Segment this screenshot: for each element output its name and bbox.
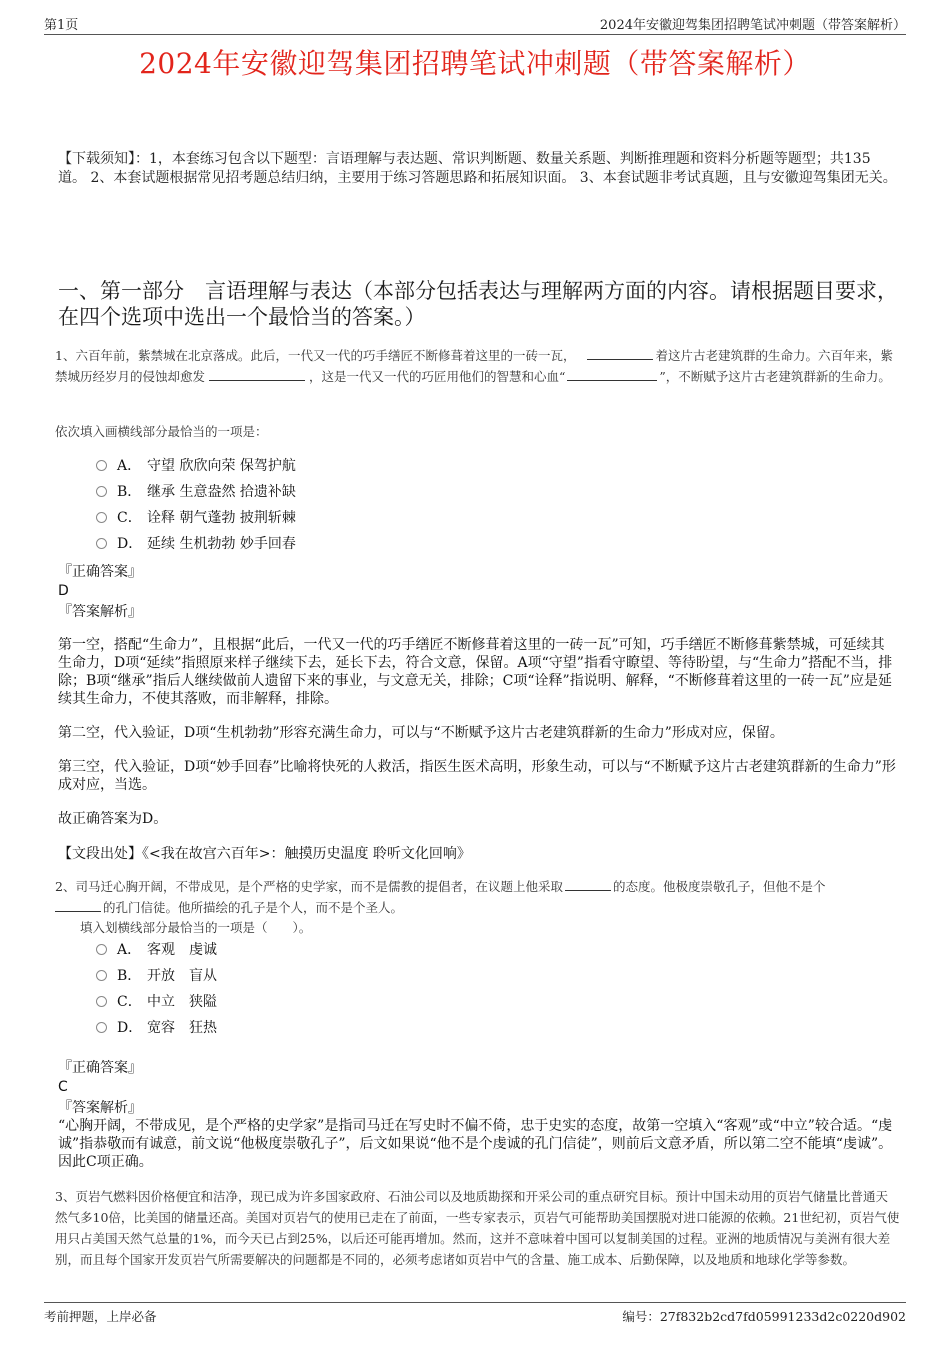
fill-blank bbox=[209, 368, 305, 381]
q2-correct-answer: C bbox=[58, 1079, 68, 1095]
q1-correct-label: 『正确答案』 bbox=[58, 564, 142, 580]
q1-option-b[interactable]: B． 继承 生意盎然 拾遗补缺 bbox=[96, 482, 296, 502]
radio-icon[interactable] bbox=[96, 970, 107, 981]
q1-analysis-3: 第三空，代入验证，D项“妙手回春”比喻将快死的人救活，指医生医术高明，形象生动，可以与“不断赋予这片古老建筑群新的生命力”形成对应，当选。 bbox=[58, 759, 896, 793]
page-title: 2024年安徽迎驾集团招聘笔试冲刺题（带答案解析） bbox=[139, 47, 811, 80]
header-doc-title: 2024年安徽迎驾集团招聘笔试冲刺题（带答案解析） bbox=[599, 18, 906, 33]
question-3-text: 3、页岩气燃料因价格便宜和洁净，现已成为许多国家政府、石油公司以及地质勘探和开采公司的重点研究目标。预计中国未动用的页岩气储量比普通天然气多10倍，比美国的储量还高。美国对页岩气的使用已走在了前面，一些专家表示，页岩气可能帮助美国摆脱对进口能源的依赖。21世纪初，页岩气使用只占美国天然气总量的1%，而今天已占到25%，以后还可能再增加。然而，这并不意味着中国可以复制美国的过程。亚洲的地质情况与美洲有很大差别，而且每个国家开发页岩气所需要解决的问题都是不同的，必须考虑诸如页岩中气的含量、施工成本、后勤保障，以及地质和地球化学等参数。 bbox=[55, 1189, 900, 1267]
q2-analysis-label: 『答案解析』 bbox=[58, 1100, 142, 1116]
fill-blank bbox=[587, 347, 653, 360]
radio-icon[interactable] bbox=[96, 944, 107, 955]
question-2-text: 2、司马迁心胸开阔，不带成见，是个严格的史学家，而不是儒教的提倡者，在议题上他采取 的态度。他极度崇敬孔子，但他不是个 的孔门信徒。他所描绘的孔子是个人，而不是个圣人。 bbox=[55, 879, 826, 915]
q2-option-b[interactable]: B． 开放 盲从 bbox=[96, 966, 217, 986]
q2-option-a[interactable]: A． 客观 虔诚 bbox=[96, 940, 217, 960]
page-header bbox=[44, 14, 906, 35]
download-notice: 【下载须知】：1，本套练习包含以下题型：言语理解与表达题、常识判断题、数量关系题、判断推理题和资料分析题等题型；共135道。 2、本套试题根据常见招考题总结归纳，主要用于练习答题思路和拓展知识面。 3、本套试题非考试真题，且与安徽迎驾集团无关。 bbox=[58, 151, 897, 186]
page-footer bbox=[44, 1302, 906, 1327]
q1-option-c[interactable]: C． 诠释 朝气蓬勃 披荆斩棘 bbox=[96, 508, 296, 528]
radio-icon[interactable] bbox=[96, 486, 107, 497]
q1-analysis-2: 第二空，代入验证，D项“生机勃勃”形容充满生命力，可以与“不断赋予这片古老建筑群新的生命力”形成对应，保留。 bbox=[58, 725, 784, 741]
q1-option-a[interactable]: A． 守望 欣欣向荣 保驾护航 bbox=[96, 456, 296, 476]
footer-slogan: 考前押题，上岸必备 bbox=[44, 1309, 157, 1324]
q1-analysis-1: 第一空，搭配“生命力”，且根据“此后，一代又一代的巧手缮匠不断修葺着这里的一砖一瓦”可知，巧手缮匠不断修葺紫禁城，可延续其生命力，D项“延续”指照原来样子继续下去，延长下去，符合文意，保留。A项“守望”指看守瞭望、等待盼望，与“生命力”搭配不当，排除；B项“继承”指后人继续做前人遗留下来的事业，与文意无关，排除；C项“诠释”指说明、解释，“不断修葺着这里的一砖一瓦”应是延续其生命力，不使其落败，而非解释，排除。 bbox=[58, 637, 893, 707]
q2-analysis: “心胸开阔，不带成见，是个严格的史学家”是指司马迁在写史时不偏不倚，忠于史实的态度，故第一空填入“客观”或“中立”较合适。“虔诚”指恭敬而有诚意，前文说“他极度崇敬孔子”，后文如果说“他不是个虔诚的孔门信徒”，则前后文意矛盾，所以第二空不能填“虔诚”。因此C项正确。 bbox=[58, 1118, 893, 1170]
fill-blank bbox=[567, 368, 657, 381]
q2-correct-label: 『正确答案』 bbox=[58, 1060, 142, 1076]
question-1-text: 1、六百年前，紫禁城在北京落成。此后，一代又一代的巧手缮匠不断修葺着这里的一砖一瓦， 着这片古老建筑群的生命力。六百年来，紫禁城历经岁月的侵蚀却愈发 ，这是一代又一代的巧匠用他们的智慧和心血“ ”，不断赋予这片古老建筑群新的生命力。 bbox=[55, 348, 893, 384]
q1-correct-answer: D bbox=[58, 583, 69, 599]
question-1-instruction: 依次填入画横线部分最恰当的一项是： bbox=[55, 424, 268, 439]
radio-icon[interactable] bbox=[96, 1022, 107, 1033]
radio-icon[interactable] bbox=[96, 460, 107, 471]
footer-doc-id: 编号：27f832b2cd7fd05991233d2c0220d902 bbox=[622, 1309, 906, 1324]
q2-option-d[interactable]: D． 宽容 狂热 bbox=[96, 1018, 217, 1038]
q1-analysis-label: 『答案解析』 bbox=[58, 604, 142, 620]
q2-option-c[interactable]: C． 中立 狭隘 bbox=[96, 992, 217, 1012]
q1-conclusion: 故正确答案为D。 bbox=[58, 811, 168, 827]
radio-icon[interactable] bbox=[96, 996, 107, 1007]
radio-icon[interactable] bbox=[96, 538, 107, 549]
radio-icon[interactable] bbox=[96, 512, 107, 523]
question-2-instruction: 填入划横线部分最恰当的一项是（ ）。 bbox=[80, 920, 312, 935]
q1-source: 【文段出处】《<我在故宫六百年>：触摸历史温度 聆听文化回响》 bbox=[58, 846, 471, 862]
fill-blank bbox=[55, 899, 101, 912]
page-number: 第1页 bbox=[44, 18, 79, 33]
q1-option-d[interactable]: D． 延续 生机勃勃 妙手回春 bbox=[96, 534, 296, 554]
fill-blank bbox=[565, 878, 611, 891]
section-heading: 一、第一部分 言语理解与表达（本部分包括表达与理解两方面的内容。请根据题目要求，在四个选项中选出一个最恰当的答案。） bbox=[58, 279, 898, 329]
